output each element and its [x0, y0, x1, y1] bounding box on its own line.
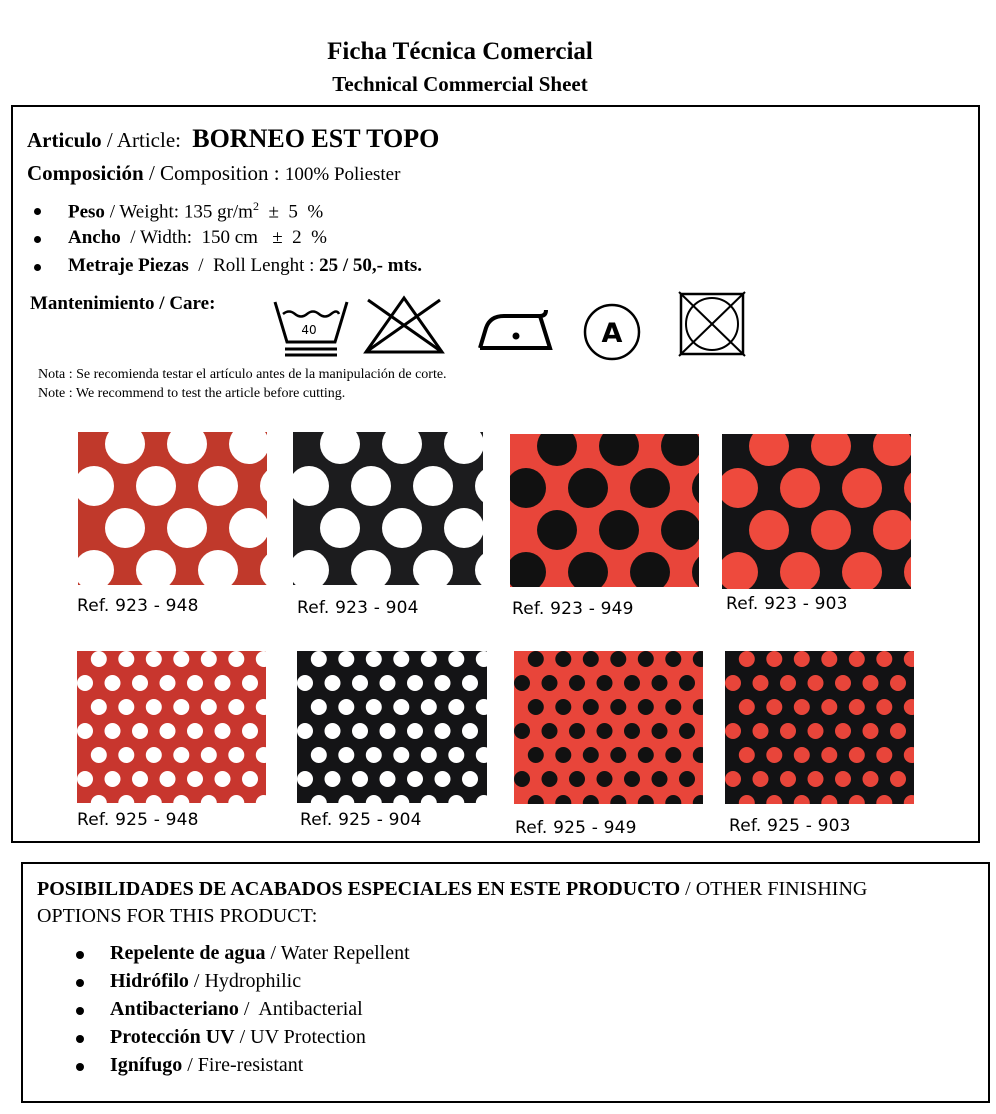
finishing-item-es: Hidrófilo [110, 970, 189, 992]
polka-dot [794, 651, 810, 667]
polka-dot [849, 747, 865, 763]
polka-dot [725, 771, 741, 787]
polka-dot [105, 771, 121, 787]
polka-dot [173, 699, 189, 715]
polka-dot [569, 675, 585, 691]
polka-dot [242, 675, 258, 691]
polka-dot [876, 747, 892, 763]
polka-dot [638, 651, 654, 667]
polka-dot [780, 468, 820, 508]
polka-dot [242, 771, 258, 787]
polka-dot [679, 723, 695, 739]
polka-dot [569, 771, 585, 787]
weight-value: 135 gr/m [183, 201, 253, 223]
swatch-ref-label: Ref. 923 - 904 [297, 598, 419, 618]
no-tumble-dry-icon [677, 290, 747, 363]
polka-dot [821, 747, 837, 763]
polka-dot [393, 699, 409, 715]
polka-dot [173, 651, 189, 667]
polka-dot [890, 675, 906, 691]
finishing-heading-es: POSIBILIDADES DE ACABADOS ESPECIALES EN ESTE PRODUCTO [37, 878, 681, 900]
polka-dot [890, 771, 906, 787]
composition-value: 100% Poliester [284, 164, 401, 185]
polka-dot [187, 771, 203, 787]
article-value: BORNEO EST TOPO [192, 124, 440, 153]
polka-dot [835, 675, 851, 691]
polka-dot [325, 723, 341, 739]
bullet-icon [76, 1063, 84, 1071]
polka-dot [297, 771, 313, 787]
polka-dot [542, 723, 558, 739]
polka-dot [821, 699, 837, 715]
polka-dot [132, 771, 148, 787]
polka-dot [215, 675, 231, 691]
finishing-item [110, 1054, 303, 1077]
polka-dot [766, 747, 782, 763]
polka-dot [201, 747, 217, 763]
polka-dot [821, 651, 837, 667]
polka-dot [890, 723, 906, 739]
weight-line [68, 199, 323, 223]
polka-dot [876, 699, 892, 715]
polka-dot [555, 747, 571, 763]
polka-dot [435, 771, 451, 787]
polka-dot [599, 510, 639, 550]
polka-dot [325, 771, 341, 787]
polka-dot [652, 771, 668, 787]
polka-dot [352, 723, 368, 739]
polka-dot [311, 699, 327, 715]
polka-dot [297, 675, 313, 691]
finishing-item-es: Antibacteriano [110, 998, 239, 1020]
polka-dot [766, 651, 782, 667]
care-label-en: / Care: [154, 293, 216, 314]
finishing-item [110, 942, 410, 965]
polka-dot [105, 508, 145, 548]
finishing-item [110, 970, 301, 993]
width-label-es: Ancho [68, 227, 121, 248]
polka-dot [537, 510, 577, 550]
polka-dot [753, 771, 769, 787]
polka-dot [542, 771, 558, 787]
polka-dot [528, 747, 544, 763]
polka-dot [132, 723, 148, 739]
polka-dot [118, 699, 134, 715]
roll-value: 25 / 50,- mts. [319, 255, 423, 276]
swatch-ref-label: Ref. 925 - 949 [515, 818, 637, 838]
polka-dot [624, 675, 640, 691]
polka-dot [725, 723, 741, 739]
polka-dot [366, 747, 382, 763]
polka-dot [338, 747, 354, 763]
swatch-ref-label: Ref. 923 - 948 [77, 596, 199, 616]
polka-dot [352, 675, 368, 691]
polka-dot [351, 466, 391, 506]
polka-dot [794, 747, 810, 763]
polka-dot [597, 723, 613, 739]
polka-dot [448, 699, 464, 715]
polka-dot [610, 699, 626, 715]
polka-dot [597, 675, 613, 691]
weight-tolerance: ± 5 % [258, 201, 324, 223]
polka-dot [462, 675, 478, 691]
article-label-en: / Article: [101, 128, 181, 152]
finishing-item-en: / Water Repellent [265, 942, 410, 964]
polka-dot [366, 651, 382, 667]
polka-dot [136, 466, 176, 506]
note-en: Note : We recommend to test the article before cutting. [38, 386, 346, 401]
polka-dot [808, 675, 824, 691]
polka-dot [835, 723, 851, 739]
polka-dot [624, 771, 640, 787]
polka-dot [91, 747, 107, 763]
polka-dot [407, 771, 423, 787]
polka-dot [863, 675, 879, 691]
polka-dot [228, 651, 244, 667]
polka-dot [228, 747, 244, 763]
polka-dot [583, 699, 599, 715]
iron-low-icon [474, 306, 554, 357]
polka-dot [407, 675, 423, 691]
polka-dot [583, 747, 599, 763]
polka-dot [380, 675, 396, 691]
polka-dot [679, 771, 695, 787]
page-subtitle: Technical Commercial Sheet [332, 72, 588, 96]
polka-dot [652, 675, 668, 691]
polka-dot [325, 675, 341, 691]
roll-label-es: Metraje Piezas [68, 255, 189, 276]
polka-dot [77, 675, 93, 691]
finishing-item [110, 998, 363, 1021]
swatch-ref-label: Ref. 923 - 949 [512, 599, 634, 619]
polka-dot [679, 675, 695, 691]
polka-dot [338, 651, 354, 667]
polka-dot [638, 699, 654, 715]
care-label [30, 293, 215, 315]
polka-dot [528, 699, 544, 715]
polka-dot [393, 651, 409, 667]
polka-dot [435, 675, 451, 691]
care-label-es: Mantenimiento [30, 293, 155, 314]
polka-dot [630, 468, 670, 508]
polka-dot [105, 675, 121, 691]
polka-dot [132, 675, 148, 691]
polka-dot [780, 771, 796, 787]
polka-dot [407, 723, 423, 739]
polka-dot [583, 651, 599, 667]
polka-dot [382, 508, 422, 548]
finishing-heading-en: / OTHER FINISHING OPTIONS FOR THIS PRODUCT: [37, 878, 868, 927]
composition-label-en: / Composition : [143, 161, 285, 185]
polka-dot [421, 747, 437, 763]
polka-dot [849, 699, 865, 715]
polka-dot [514, 771, 530, 787]
polka-dot [91, 699, 107, 715]
polka-dot [187, 675, 203, 691]
roll-line [68, 255, 422, 277]
page-title: Ficha Técnica Comercial [327, 38, 593, 65]
swatch-ref-label: Ref. 925 - 904 [300, 810, 422, 830]
fabric-swatch [514, 651, 703, 804]
polka-dot [462, 723, 478, 739]
swatch-ref-label: Ref. 923 - 903 [726, 594, 848, 614]
polka-dot [118, 747, 134, 763]
polka-dot [242, 723, 258, 739]
finishing-item-es: Protección UV [110, 1026, 235, 1048]
polka-dot [753, 723, 769, 739]
polka-dot [393, 747, 409, 763]
polka-dot [863, 771, 879, 787]
polka-dot [794, 699, 810, 715]
polka-dot [198, 466, 238, 506]
polka-dot [421, 651, 437, 667]
polka-dot [739, 699, 755, 715]
polka-dot [444, 508, 483, 548]
polka-dot [849, 651, 865, 667]
dryclean-a-icon [582, 302, 642, 367]
polka-dot [876, 651, 892, 667]
no-bleach-icon [362, 294, 446, 361]
polka-dot [780, 675, 796, 691]
finishing-item-en: / UV Protection [234, 1026, 366, 1048]
weight-sup: 2 [252, 199, 259, 213]
dryclean-letter: A [601, 318, 623, 349]
polka-dot [638, 747, 654, 763]
polka-dot [749, 510, 789, 550]
finishing-item-es: Ignífugo [110, 1054, 183, 1076]
polka-dot [725, 675, 741, 691]
polka-dot [542, 675, 558, 691]
polka-dot [187, 723, 203, 739]
finishing-item-en: / Hydrophilic [188, 970, 302, 992]
polka-dot [311, 747, 327, 763]
polka-dot [665, 747, 681, 763]
polka-dot [514, 675, 530, 691]
polka-dot [665, 699, 681, 715]
finishing-item-en: / Antibacterial [238, 998, 363, 1020]
bullet-icon [34, 208, 41, 215]
fabric-swatch [78, 432, 267, 585]
polka-dot [766, 699, 782, 715]
fabric-swatch [510, 434, 699, 587]
polka-dot [753, 675, 769, 691]
bullet-icon [34, 264, 41, 271]
polka-dot [320, 508, 360, 548]
polka-dot [555, 699, 571, 715]
polka-dot [435, 723, 451, 739]
fabric-swatch [293, 432, 483, 585]
polka-dot [528, 651, 544, 667]
finishing-item-en: / Fire-resistant [182, 1054, 304, 1076]
polka-dot [91, 651, 107, 667]
wash-40-icon [271, 296, 351, 363]
bullet-icon [76, 951, 84, 959]
polka-dot [160, 771, 176, 787]
polka-dot [421, 699, 437, 715]
finishing-item [110, 1026, 366, 1049]
polka-dot [118, 651, 134, 667]
fabric-swatch [77, 651, 266, 803]
polka-dot [665, 651, 681, 667]
width-line [68, 227, 327, 249]
bullet-icon [34, 236, 41, 243]
polka-dot [863, 723, 879, 739]
polka-dot [77, 771, 93, 787]
composition-label-es: Composición [27, 161, 144, 185]
polka-dot [739, 747, 755, 763]
polka-dot [555, 651, 571, 667]
polka-dot [569, 723, 585, 739]
polka-dot [842, 468, 882, 508]
polka-dot [780, 723, 796, 739]
finishing-heading [37, 876, 937, 930]
polka-dot [835, 771, 851, 787]
bullet-icon [76, 979, 84, 987]
bullet-icon [76, 1035, 84, 1043]
polka-dot [201, 651, 217, 667]
polka-dot [146, 747, 162, 763]
polka-dot [77, 723, 93, 739]
wash-temp-text: 40 [301, 323, 317, 337]
polka-dot [160, 723, 176, 739]
polka-dot [146, 651, 162, 667]
polka-dot [597, 771, 613, 787]
polka-dot [146, 699, 162, 715]
fabric-swatch [297, 651, 487, 803]
polka-dot [568, 468, 608, 508]
bullet-icon [76, 1007, 84, 1015]
fabric-swatch [725, 651, 914, 804]
weight-label-en: / Weight: [104, 201, 184, 223]
polka-dot [167, 508, 207, 548]
composition-line [27, 161, 400, 186]
polka-dot [160, 675, 176, 691]
article-label-es: Articulo [27, 128, 102, 152]
polka-dot [380, 771, 396, 787]
polka-dot [811, 510, 851, 550]
polka-dot [173, 747, 189, 763]
polka-dot [624, 723, 640, 739]
polka-dot [462, 771, 478, 787]
article-line [27, 124, 439, 154]
polka-dot [610, 747, 626, 763]
polka-dot [215, 723, 231, 739]
polka-dot [380, 723, 396, 739]
polka-dot [105, 723, 121, 739]
roll-label-en: / Roll Lenght : [188, 255, 320, 276]
swatch-ref-label: Ref. 925 - 948 [77, 810, 199, 830]
swatch-ref-label: Ref. 925 - 903 [729, 816, 851, 836]
polka-dot [514, 723, 530, 739]
polka-dot [739, 651, 755, 667]
polka-dot [413, 466, 453, 506]
width-value: 150 cm ± 2 % [201, 227, 327, 248]
polka-dot [448, 651, 464, 667]
polka-dot [228, 699, 244, 715]
fabric-swatch [722, 434, 911, 589]
polka-dot [352, 771, 368, 787]
polka-dot [610, 651, 626, 667]
polka-dot [297, 723, 313, 739]
width-label-en: / Width: [120, 227, 202, 248]
polka-dot [808, 723, 824, 739]
polka-dot [311, 651, 327, 667]
polka-dot [215, 771, 231, 787]
polka-dot [808, 771, 824, 787]
polka-dot [338, 699, 354, 715]
polka-dot [366, 699, 382, 715]
weight-label-es: Peso [68, 201, 105, 223]
polka-dot [652, 723, 668, 739]
polka-dot [201, 699, 217, 715]
polka-dot [448, 747, 464, 763]
finishing-item-es: Repelente de agua [110, 942, 266, 964]
note-es: Nota : Se recomienda testar el artículo antes de la manipulación de corte. [38, 367, 447, 382]
